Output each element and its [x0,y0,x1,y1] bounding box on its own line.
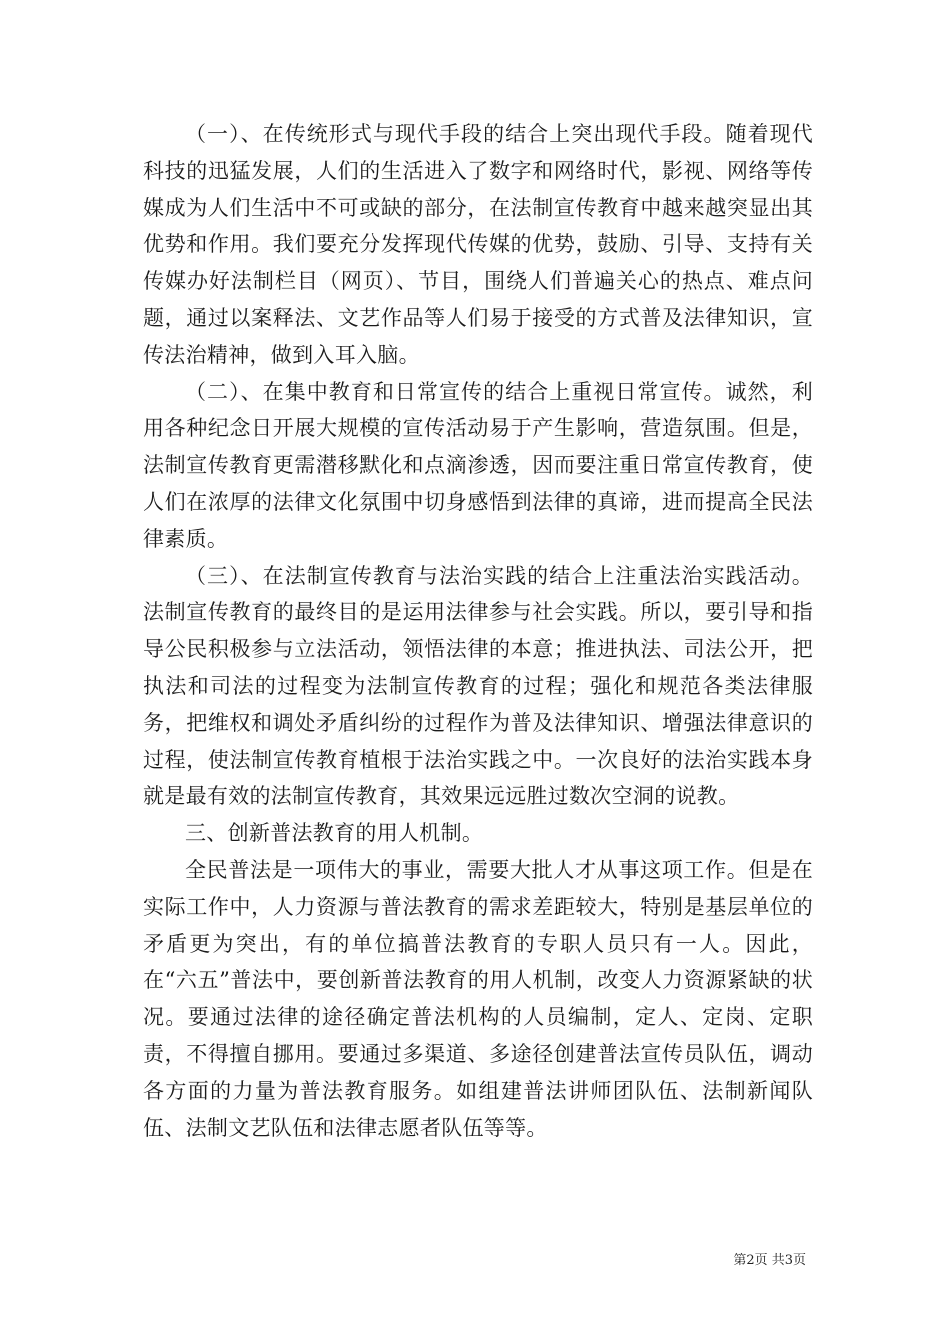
section-heading-staffing-mechanism: 三、创新普法教育的用人机制。 [185,821,484,846]
paragraph-staffing-mechanism: 全民普法是一项伟大的事业，需要大批人才从事这项工作。但是在实际工作中，人力资源与普法教育的需求差距较大，特别是基层单位的矛盾更为突出，有的单位搞普法教育的专职人员只有一人。因此，在“六五”普法中，要创新普法教育的用人机制，改变人力资源紧缺的状况。要通过法律的途径确定普法机构的人员编制，定人、定岗、定职责，不得擅自挪用。要通过多渠道、多途径创建普法宣传员队伍，调动各方面的力量为普法教育服务。如组建普法讲师团队伍、法制新闻队伍、法制文艺队伍和法律志愿者队伍等等。 [143,857,813,1140]
paragraph-daily-publicity: （二）、在集中教育和日常宣传的结合上重视日常宣传。诚然，利用各种纪念日开展大规模的宣传活动易于产生影响，营造氛围。但是，法制宣传教育更需潜移默化和点滴渗透，因而要注重日常宣传教育，使人们在浓厚的法律文化氛围中切身感悟到法律的真谛，进而提高全民法律素质。 [143,379,813,551]
page-number-footer: 第2页 共3页 [733,1253,806,1268]
paragraph-modern-means: （一）、在传统形式与现代手段的结合上突出现代手段。随着现代科技的迅猛发展，人们的生活进入了数字和网络时代，影视、网络等传媒成为人们生活中不可或缺的部分，在法制宣传教育中越来越突显出其优势和作用。我们要充分发挥现代传媒的优势，鼓励、引导、支持有关传媒办好法制栏目（网页）、节目，围绕人们普遍关心的热点、难点问题，通过以案释法、文艺作品等人们易于接受的方式普及法律知识，宣传法治精神，做到入耳入脑。 [143,122,813,367]
document-body [143,116,813,1146]
paragraph-legal-practice: （三）、在法制宣传教育与法治实践的结合上注重法治实践活动。法制宣传教育的最终目的是运用法律参与社会实践。所以，要引导和指导公民积极参与立法活动，领悟法律的本意；推进执法、司法公开，把执法和司法的过程变为法制宣传教育的过程；强化和规范各类法律服务，把维权和调处矛盾纠纷的过程作为普及法律知识、增强法律意识的过程，使法制宣传教育植根于法治实践之中。一次良好的法治实践本身就是最有效的法制宣传教育，其效果远远胜过数次空洞的说教。 [143,563,813,809]
